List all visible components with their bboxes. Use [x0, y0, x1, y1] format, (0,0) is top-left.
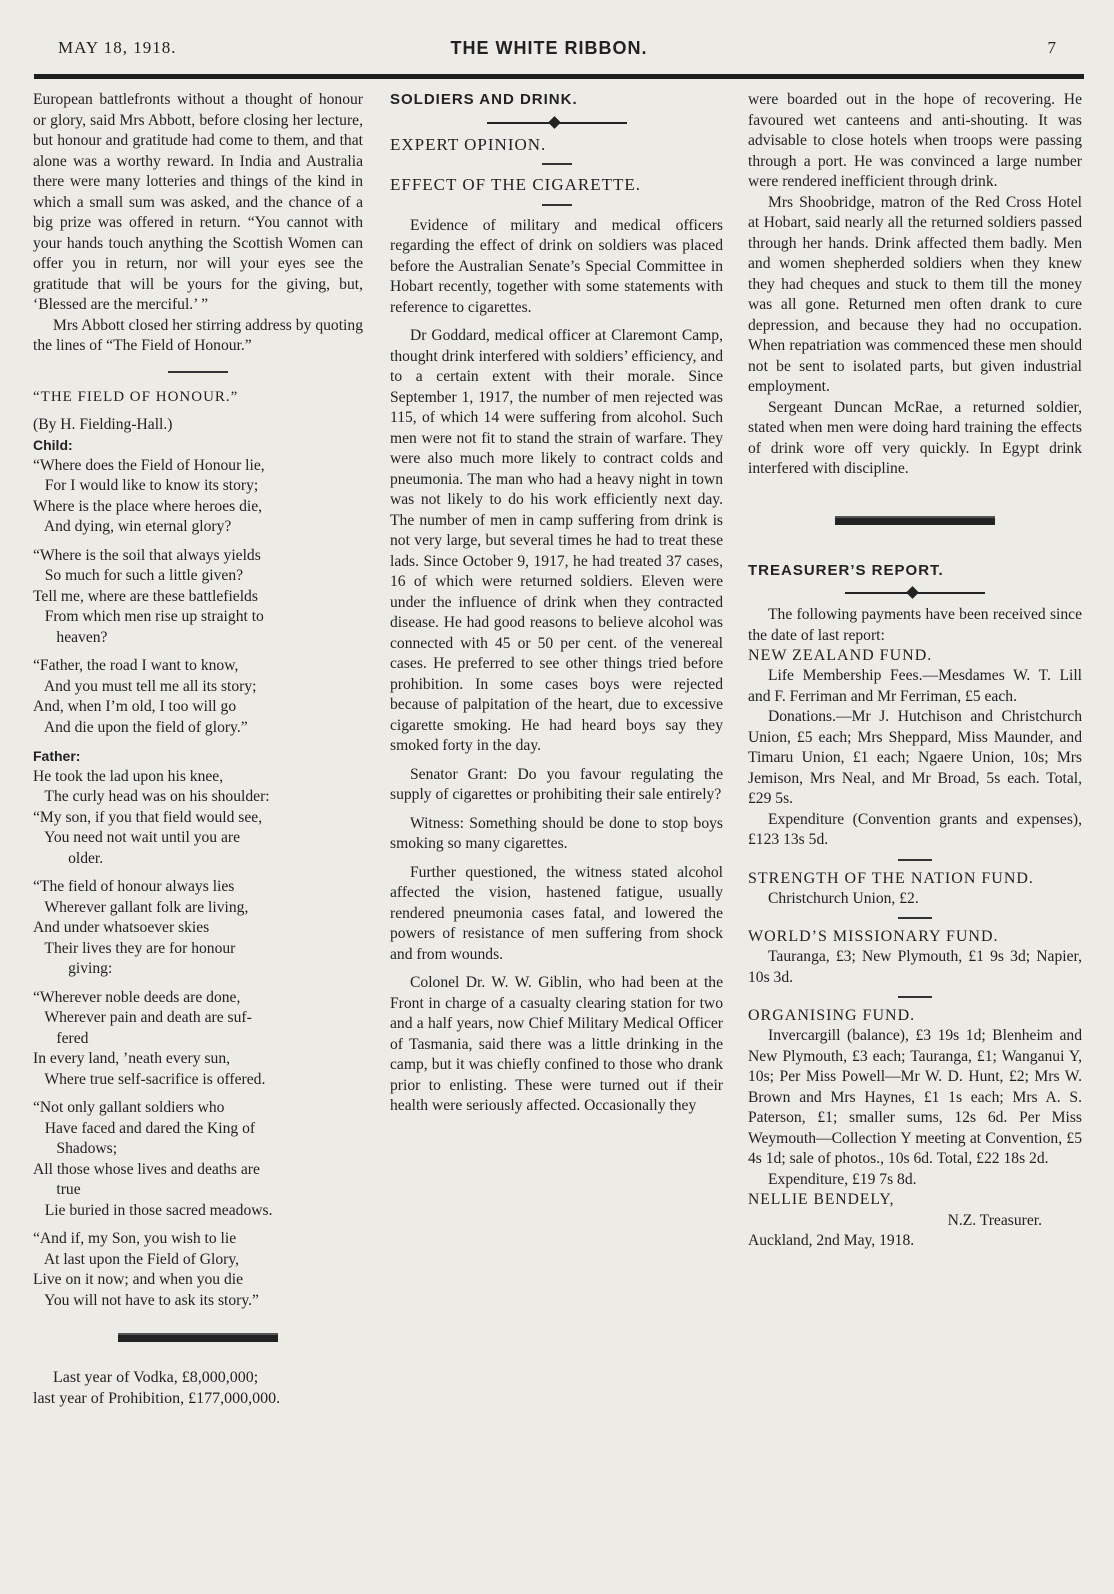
column-2 [390, 90, 723, 1117]
signature-name: NELLIE BENDELY, [748, 1191, 895, 1208]
poem-stanza-1 [33, 456, 363, 538]
article-paragraph: Mrs Shoobridge, matron of the Red Cross Hotel at Hobart, said nearly all the returned soldiers passed through her hands. Drink affected them badly. Men and women shepherded soldiers when they knew they had cheques and stuck to them till the money was all gone. Returned men often drank to cure depression, and because they had no occupation. When repatriation was commenced these men should not be sent to isolated parts, but given industrial employment. [748, 193, 1082, 395]
article-paragraph: Sergeant Duncan McRae, a returned soldier, stated when men were doing hard training the effects of drink wore off very quickly. In Egypt drink interfered with discipline. [748, 398, 1082, 477]
fund-title-organising: ORGANISING FUND. [748, 1007, 916, 1024]
poem-stanza-7 [33, 1098, 363, 1221]
report-intro: The following payments have been received since the date of last report: [748, 606, 1082, 644]
poem-line: Have faced and dared the King of [33, 1119, 256, 1137]
fund-title-new-zealand: NEW ZEALAND FUND. [748, 647, 933, 664]
article-continuation-paragraph: European battlefronts without a thought of honour or glory, said Mrs Abbott, before closing her lecture, but honour and gratitude had come to them, and that alone was a worthy reward. In India and Australia there were many lotteries and things of the kind in which a small sum was asked, and the chance of a big prize was offered in return. “You cannot with your hands touch anything the Scottish Women can offer you in return, nor will your eyes see the gratitude that will be yours for the giving, but, ‘Blessed are the merciful.’ ” [33, 91, 363, 313]
article-subheading-1: EXPERT OPINION. [390, 134, 547, 154]
report-heading: TREASURER’S REPORT. [748, 561, 944, 579]
poem-line: Tell me, where are these battlefields [33, 587, 258, 605]
poem-line: For I would like to know its story; [33, 477, 259, 494]
issue-date: MAY 18, 1918. [58, 38, 177, 57]
column-1 [33, 90, 363, 1409]
poem-line: Wherever gallant folk are living, [33, 898, 249, 916]
poem-line: heaven? [33, 628, 108, 646]
divider [898, 917, 932, 919]
poem-stanza-5 [33, 877, 363, 980]
poem-line: And under whatsoever skies [33, 919, 210, 936]
signature-place-date: Auckland, 2nd May, 1918. [748, 1232, 915, 1249]
poem-line: “The field of honour always lies [33, 878, 235, 895]
poem-line: Live on it now; and when you die [33, 1271, 244, 1288]
ornamental-rule [845, 587, 985, 599]
poem-line: So much for such a little given? [33, 567, 244, 584]
poem-line: And dying, win eternal glory? [33, 518, 232, 535]
article-closing-paragraph: Mrs Abbott closed her stirring address by quoting the lines of “The Field of Honour.” [33, 316, 363, 354]
section-divider-bar [118, 1333, 278, 1342]
poem-line: Shadows; [33, 1140, 118, 1157]
divider [898, 996, 932, 998]
fund-title-missionary: WORLD’S MISSIONARY FUND. [748, 928, 999, 945]
poem-title: “THE FIELD OF HONOUR.” [33, 388, 239, 405]
fund-expenditure: Expenditure (Convention grants and expenses), £123 13s 5d. [748, 810, 1082, 848]
article-subheading-2: EFFECT OF THE CIGARETTE. [390, 175, 641, 194]
poem-line: Where true self-sacrifice is offered. [33, 1070, 266, 1088]
divider [168, 371, 228, 373]
poem-line: “And if, my Son, you wish to lie [33, 1230, 237, 1247]
poem-line: And, when I’m old, I too will go [33, 698, 237, 715]
fund-title-strength: STRENGTH OF THE NATION FUND. [748, 869, 1034, 887]
poem-stanza-4 [33, 767, 363, 870]
page-number: 7 [1047, 38, 1056, 57]
divider [542, 163, 572, 165]
prohibition-fact-line: last year of Prohibition, £177,000,000. [33, 1389, 281, 1407]
article-paragraph: Senator Grant: Do you favour regulating the supply of cigarettes or prohibiting their sale entirely? [390, 765, 723, 803]
poem-stanza-3 [33, 656, 363, 738]
article-paragraph: Evidence of military and medical officers regarding the effect of drink on soldiers was placed before the Australian Senate’s Special Committee in Hobart recently, together with some statements with reference to cigarettes. [390, 216, 723, 316]
ornamental-rule [487, 117, 627, 129]
poem-line: Wherever pain and death are suf- [33, 1009, 252, 1026]
poem-line: The curly head was on his shoulder: [33, 788, 270, 805]
poem-author: (By H. Fielding-Hall.) [33, 415, 173, 433]
poem-line: “Wherever noble deeds are done, [33, 988, 241, 1006]
poem-line: older. [33, 849, 104, 867]
poem-line: Their lives they are for honour [33, 939, 236, 957]
poem-line: You need not wait until you are [33, 829, 241, 846]
publication-title: THE WHITE RIBBON. [450, 38, 648, 58]
poem-stanza-8 [33, 1229, 363, 1311]
poem-line: Lie buried in those sacred meadows. [33, 1201, 273, 1219]
poem-line: He took the lad upon his knee, [33, 767, 224, 785]
section-divider-bar [835, 516, 995, 525]
article-paragraph: Dr Goddard, medical officer at Claremont Camp, thought drink interfered with soldiers’ efficiency, and to a certain extent with their morale. Since September 1, 1917, the number of men rejected was 115, of which 14 were suffering from alcohol. Such men were not fit to stand the strain of warfare. They were also much more likely to contract colds and pneumonia. The man who had a heavy night in town was not likely to do his work efficiently next day. The number of men in camp suffering from drink is not very large, but several times he had to treat these lads. Since October 9, 1917, he had treated 37 cases, 16 of which were returned soldiers. Eleven were under the influence of drink when they contracted disease. He had good reasons to believe alcohol was connected with 45 or 50 per cent. of the venereal cases. He preferred to see other things tried before prohibition. In some cases boys were rejected because of palpitation of the heart, due to excessive cigarette smoking. He had heard boys say they smoked forty in the day. [390, 327, 723, 754]
article-continuation-paragraph: were boarded out in the hope of recovering. He favoured wet canteens and anti-shouting. It was advisable to close hotels when troops were passing through a port. He was convinced a large number were rendered inefficient through drink. [748, 91, 1082, 190]
vodka-fact-line: Last year of Vodka, £8,000,000; [53, 1369, 259, 1386]
poem-line: “Where is the soil that always yields [33, 546, 261, 564]
poem-line: “Where does the Field of Honour lie, [33, 456, 265, 474]
article-heading: SOLDIERS AND DRINK. [390, 91, 578, 108]
poem-line: You will not have to ask its story.” [33, 1291, 259, 1309]
signature-title: N.Z. Treasurer. [947, 1211, 1042, 1229]
article-paragraph: Further questioned, the witness stated alcohol affected the vision, hastened fatigue, usually rendered pneumonia cases fatal, and lowered the powers of resistance of men suffering from shock and from wounds. [390, 863, 723, 963]
poem-line: In every land, ’neath every sun, [33, 1050, 231, 1067]
fund-entry: Christchurch Union, £2. [768, 889, 919, 907]
fund-entry: Invercargill (balance), £3 19s 1d; Blenheim and New Plymouth, £3 each; Tauranga, £1; Wanganui Y, 10s; Per Miss Powell—Mr W. D. Hunt, £2; Mrs W. Brown and Mrs Haynes, £1 1s each; Mrs A. S. Paterson, £1; smaller sums, 12s 6d. Per Miss Weymouth—Collection Y meeting at Convention, £5 4s 1d; sale of photos., 10s 6d. Total, £22 18s 2d. [748, 1027, 1082, 1167]
masthead [34, 38, 1064, 68]
poem-line: Where is the place where heroes die, [33, 497, 263, 515]
divider [898, 859, 932, 861]
column-3 [748, 90, 1082, 1252]
fund-entry: Donations.—Mr J. Hutchison and Christchurch Union, £5 each; Mrs Sheppard, Miss Maunder, and Timaru Union, £1 each; Ngaere Union, 10s; Mrs Jemison, Mrs Neal, and Mr Broad, 5s each. Total, £29 5s. [748, 708, 1082, 807]
poem-line: “Not only gallant soldiers who [33, 1099, 225, 1116]
poem-stanza-6 [33, 988, 363, 1091]
poem-line: true [33, 1181, 81, 1198]
poem-line: And die upon the field of glory.” [33, 718, 248, 736]
speaker-label-child: Child: [33, 437, 73, 453]
masthead-rule [34, 74, 1084, 79]
fund-expenditure: Expenditure, £19 7s 8d. [768, 1170, 917, 1188]
article-paragraph: Witness: Something should be done to stop boys smoking so many cigarettes. [390, 814, 723, 852]
poem-line: All those whose lives and deaths are [33, 1160, 260, 1178]
speaker-label-father: Father: [33, 748, 81, 764]
poem-stanza-2 [33, 546, 363, 649]
fund-entry: Life Membership Fees.—Mesdames W. T. Lill and F. Ferriman and Mr Ferriman, £5 each. [748, 667, 1082, 705]
poem-line: And you must tell me all its story; [33, 677, 257, 695]
poem-line: “My son, if you that field would see, [33, 808, 263, 826]
fund-entry: Tauranga, £3; New Plymouth, £1 9s 3d; Napier, 10s 3d. [748, 948, 1082, 986]
poem-line: From which men rise up straight to [33, 608, 264, 625]
article-paragraph: Colonel Dr. W. W. Giblin, who had been at the Front in charge of a casualty clearing station for two and a half years, now Chief Military Medical Officer of Tasmania, said there was a little drinking in the camp, but it was chiefly confined to those who drank prior to enlisting. These were turned out if their health were seriously affected. Occasionally they [390, 974, 723, 1114]
poem-line: “Father, the road I want to know, [33, 657, 239, 674]
divider [542, 204, 572, 206]
poem-line: fered [33, 1029, 89, 1047]
poem-line: At last upon the Field of Glory, [33, 1250, 240, 1268]
poem-line: giving: [33, 960, 113, 977]
